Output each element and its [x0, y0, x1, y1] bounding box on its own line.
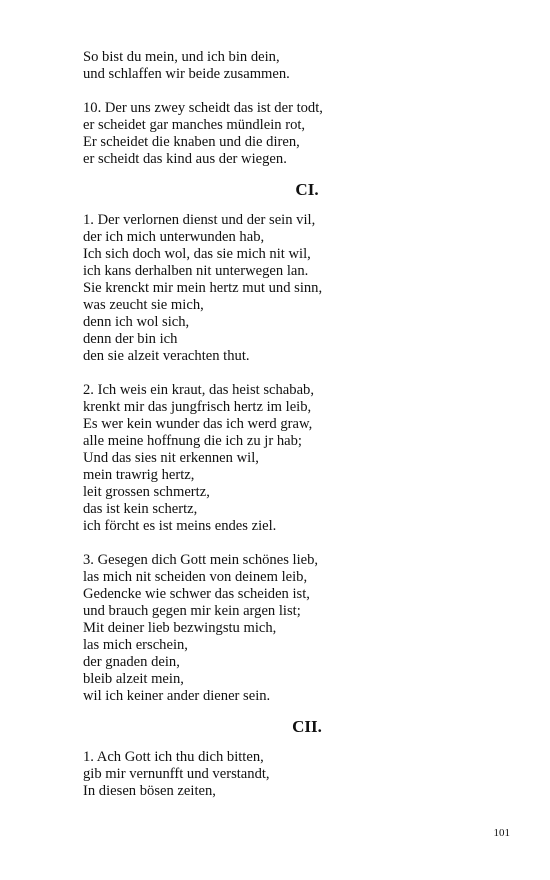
page-number: 101 — [493, 827, 510, 839]
verse-line: alle meine hoffnung die ich zu jr hab; — [83, 433, 302, 449]
verse-line: wil ich keiner ander diener sein. — [83, 688, 271, 704]
verse-line: Mit deiner lieb bezwingstu mich, — [83, 620, 277, 636]
verse-line: und schlaffen wir beide zusammen. — [83, 66, 290, 82]
verse-line: 3. Gesegen dich Gott mein schönes lieb, — [83, 552, 319, 568]
verse-line: 1. Der verlornen dienst und der sein vil, — [83, 212, 316, 228]
section-continuation — [83, 49, 523, 168]
verse-line: mein trawrig hertz, — [83, 467, 195, 483]
page-content — [83, 49, 523, 800]
verse-line: In diesen bösen zeiten, — [83, 783, 216, 799]
verse-line: und brauch gegen mir kein argen list; — [83, 603, 301, 619]
verse-line: 2. Ich weis ein kraut, das heist schabab, — [83, 382, 314, 398]
verse-line: der ich mich unterwunden hab, — [83, 229, 265, 245]
verse-line: ich förcht es ist meins endes ziel. — [83, 518, 277, 534]
verse-line: Er scheidet die knaben und die diren, — [83, 134, 300, 150]
verse-line: er scheidt das kind aus der wiegen. — [83, 151, 287, 167]
verse-line: 10. Der uns zwey scheidt das ist der todt, — [83, 100, 323, 116]
verse-line: denn ich wol sich, — [83, 314, 190, 330]
section-ci — [83, 180, 523, 705]
verse-line: den sie alzeit verachten thut. — [83, 348, 250, 364]
stanza — [83, 49, 523, 83]
section-heading: CI. — [295, 180, 319, 199]
section-heading: CII. — [292, 717, 322, 736]
verse-line: Ich sich doch wol, das sie mich nit wil, — [83, 246, 311, 262]
stanza — [83, 749, 523, 800]
stanza — [83, 552, 523, 705]
verse-line: Sie krenckt mir mein hertz mut und sinn, — [83, 280, 323, 296]
verse-line: gib mir vernunfft und verstandt, — [83, 766, 270, 782]
section-cii — [83, 717, 523, 800]
verse-line: der gnaden dein, — [83, 654, 180, 670]
verse-line: Es wer kein wunder das ich werd graw, — [83, 416, 313, 432]
verse-line: Gedencke wie schwer das scheiden ist, — [83, 586, 310, 602]
verse-line: krenkt mir das jungfrisch hertz im leib, — [83, 399, 312, 415]
verse-line: er scheidet gar manches mündlein rot, — [83, 117, 306, 133]
verse-line: las mich erschein, — [83, 637, 188, 653]
verse-line: das ist kein schertz, — [83, 501, 198, 517]
verse-line: 1. Ach Gott ich thu dich bitten, — [83, 749, 264, 765]
verse-line: So bist du mein, und ich bin dein, — [83, 49, 280, 65]
verse-line: ich kans derhalben nit unterwegen lan. — [83, 263, 309, 279]
verse-line: bleib alzeit mein, — [83, 671, 184, 687]
verse-line: was zeucht sie mich, — [83, 297, 204, 313]
verse-line: denn der bin ich — [83, 331, 178, 347]
verse-line: leit grossen schmertz, — [83, 484, 210, 500]
stanza — [83, 212, 523, 365]
stanza — [83, 382, 523, 535]
stanza — [83, 100, 523, 168]
verse-line: las mich nit scheiden von deinem leib, — [83, 569, 308, 585]
verse-line: Und das sies nit erkennen wil, — [83, 450, 259, 466]
